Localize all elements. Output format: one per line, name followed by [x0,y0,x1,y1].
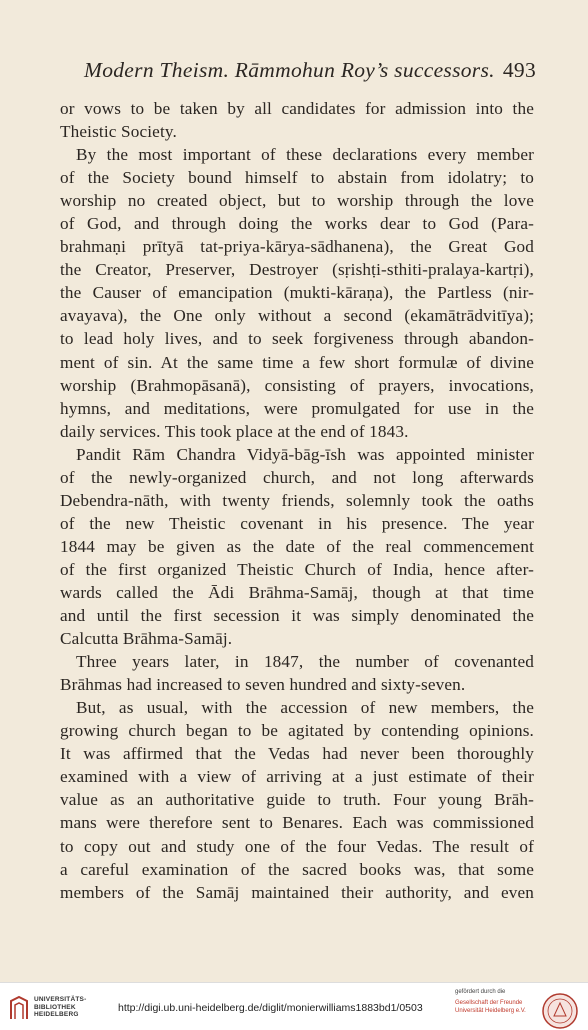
text-line: hymns, and meditations, were promulgated for use in the [60,398,534,418]
funder-name-line: Universität Heidelberg e.V. [455,1008,526,1014]
text-line: a careful examination of the sacred books was, that some [60,859,534,879]
text-line: worship no created object, but to worship through the love [60,191,534,211]
page-number: 493 [502,58,536,82]
text-line: daily services. This took place at the end of 1843. [60,421,409,441]
text-line: Pandit Rām Chandra Vidyā-bāg-īsh was appointed minister [76,444,534,464]
text-line: Theistic Society. [60,122,177,142]
text-line: Debendra-nāth, with twenty friends, solemnly took the oaths [60,490,534,510]
text-line: to lead holy lives, and to seek forgiveness through abandon- [60,329,534,349]
text-line: members of the Samāj maintained their authority, and even [60,882,534,902]
text-line: Brāhmas had increased to seven hundred and sixty-seven. [60,675,466,695]
library-name-line: BIBLIOTHEK [34,1003,76,1011]
text-line: growing church began to be agitated by contending opinions. [60,721,534,741]
text-line: brahmaṇi prītyā tat-priya-kārya-sādhanena), the Great God [60,237,534,257]
library-name-line: HEIDELBERG [34,1011,79,1018]
page-text [60,97,534,904]
text-line: 1844 may be given as the date of the real commencement [60,536,534,556]
text-line: avayava), the One only without a second (ekamātrādvitīya); [60,306,534,326]
digitization-footer [0,982,588,1030]
running-title: Modern Theism. Rāmmohun Roy’s successors. [84,58,495,82]
library-name-line: UNIVERSITÄTS- [34,996,87,1003]
text-line: wards called the Ādi Brāhma-Samāj, though at that time [60,582,534,602]
funder-name-line: Gesellschaft der Freunde [455,1000,523,1006]
text-line: By the most important of these declarations every member [76,145,534,165]
text-line: examined with a view of arriving at a just estimate of their [60,767,534,787]
funder-name [455,999,526,1015]
text-line: or vows to be taken by all candidates for admission into the [60,99,534,118]
text-line: mans were therefore sent to Benares. Each was commissioned [60,813,534,833]
text-line: It was affirmed that the Vedas had never been thoroughly [60,744,534,764]
text-line: the Causer of emancipation (mukti-kāraṇa), the Partless (nir- [60,283,534,303]
text-line: to copy out and study one of the four Vedas. The result of [60,836,534,856]
text-line: But, as usual, with the accession of new members, the [76,698,534,718]
university-seal-icon [541,992,579,1030]
running-header [84,58,536,90]
text-line: ment of sin. At the same time a few short formulæ of divine [60,352,534,372]
text-line: of the Society bound himself to abstain from idolatry; to [60,168,534,188]
permalink[interactable]: http://digi.ub.uni-heidelberg.de/diglit/monierwilliams1883bd1/0503 [118,1002,423,1014]
text-line: Calcutta Brāhma-Samāj. [60,629,233,649]
text-line: of God, and through doing the works dear to God (Para- [60,214,534,234]
text-line: and until the first secession it was simply denominated the [60,606,534,626]
text-line: of the new Theistic covenant in his presence. The year [60,513,534,533]
funded-by-label: gefördert durch die [455,989,506,995]
text-line: of the newly-organized church, and not long afterwards [60,467,534,487]
text-line: of the first organized Theistic Church of India, hence after- [60,559,534,579]
text-line: the Creator, Preserver, Destroyer (sṛishṭi-sthiti-pralaya-kartṛi), [60,260,534,280]
library-name [34,996,86,1019]
text-line: Three years later, in 1847, the number of covenanted [76,652,534,672]
library-logo-icon [8,995,30,1021]
text-line: value as an authoritative guide to truth. Four young Brāh- [60,790,534,810]
text-line: worship (Brahmopāsanā), consisting of prayers, invocations, [60,375,534,395]
